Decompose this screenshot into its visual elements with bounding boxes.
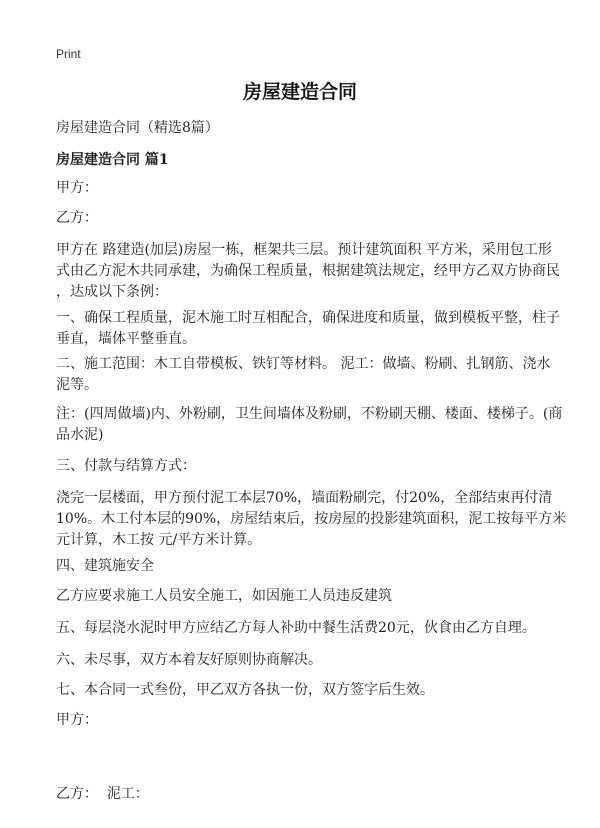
clause-5: [56, 618, 536, 639]
document-subtitle: [56, 118, 219, 139]
paragraph-line: 乙方：: [56, 209, 98, 226]
paragraph-line: 甲方：: [56, 179, 98, 196]
paragraph-line: ，达成以下条例：: [56, 283, 168, 300]
paragraph-line: 二、施工范围：木工自带模板、铁钉等材料。 泥工：做墙、粉刷、扎钢筋、浇水: [56, 355, 551, 372]
clause-4-heading: [56, 556, 154, 577]
party-a-line: [56, 178, 98, 199]
safety-paragraph: [56, 586, 392, 607]
paragraph-line: 泥等。: [56, 376, 98, 393]
paragraph-line: 四、建筑施安全: [56, 557, 154, 574]
paragraph-line: 注：(四周做墙)内、外粉刷，卫生间墙体及粉刷，不粉刷天棚、楼面、楼梯子。(商: [56, 405, 563, 422]
page-title: 房屋建造合同: [242, 81, 357, 103]
paragraph-line: 浇完一层楼面，甲方预付泥工本层70%，墙面粉刷完，付20%，全部结束再付清: [56, 489, 553, 506]
paragraph-line: 甲方在 路建造(加层)房屋一栋，框架共三层。预计建筑面积 平方米，采用包工形: [56, 241, 552, 258]
paragraph-line: 甲方：: [56, 711, 98, 728]
signature-party-a: [56, 710, 98, 731]
payment-paragraph: [56, 488, 566, 551]
signature-party-b: [56, 742, 149, 828]
paragraph-line: 垂直，墙体平整垂直。: [56, 330, 196, 347]
note-paragraph: [56, 404, 562, 446]
print-link[interactable]: Print: [56, 47, 81, 61]
paragraph-line: 七、本合同一式叁份，甲乙双方各执一份，双方签字后生效。: [56, 681, 434, 698]
paragraph-line: 元计算，木工按 元/平方米计算。: [56, 531, 262, 548]
section-heading: [56, 150, 169, 171]
paragraph-line: 三、付款与结算方式：: [56, 457, 196, 474]
party-b-line: [56, 208, 98, 229]
paragraph-line: 一、确保工程质量，泥木施工时互相配合，确保进度和质量，做到模板平整，柱子: [56, 309, 560, 326]
paragraph-line: 10%。木工付本层的90%，房屋结束后，按房屋的投影建筑面积，泥工按每平方米: [56, 510, 567, 527]
clause-3-heading: [56, 456, 196, 477]
paragraph-line: 乙方： 泥工：: [56, 785, 149, 802]
clause-1: [56, 308, 560, 350]
clause-2: [56, 354, 550, 396]
clause-7: [56, 680, 434, 701]
paragraph-line: 五、每层浇水泥时甲方应结乙方每人补助中餐生活费20元，伙食由乙方自理。: [56, 619, 536, 636]
clause-6: [56, 650, 322, 671]
paragraph-line: 乙方应要求施工人员安全施工，如因施工人员违反建筑: [56, 587, 392, 604]
paragraph-line: 式由乙方泥木共同承建，为确保工程质量，根据建筑法规定，经甲方乙双方协商民: [56, 262, 560, 279]
intro-paragraph: [56, 240, 560, 303]
section-heading-text: 房屋建造合同 篇1: [56, 151, 169, 168]
subtitle-text: 房屋建造合同（精选8篇）: [56, 119, 219, 136]
paragraph-line: 品水泥): [56, 426, 104, 443]
paragraph-line: 六、未尽事，双方本着友好原则协商解决。: [56, 651, 322, 668]
